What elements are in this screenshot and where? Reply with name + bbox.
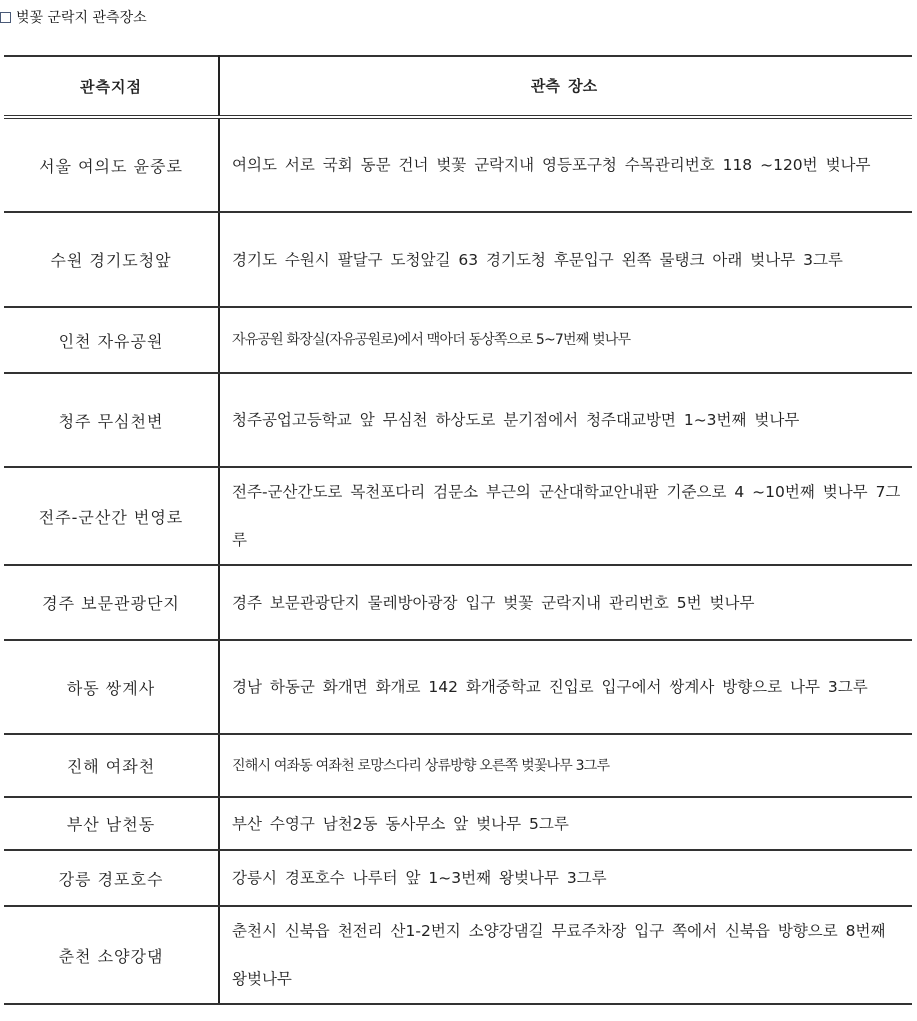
observation-point-cell: 진해 여좌천	[4, 734, 219, 797]
observation-point-cell: 강릉 경포호수	[4, 850, 219, 906]
observation-location-cell: 춘천시 신북읍 천전리 산1-2번지 소양강댐길 무료주차장 입구 쪽에서 신북읍 방향으로 8번째 왕벚나무	[219, 906, 912, 1004]
document-title-text: 벚꽃 군락지 관측장소	[16, 10, 147, 26]
observation-point-cell: 서울 여의도 윤중로	[4, 117, 219, 212]
empty-square-icon	[0, 12, 11, 23]
table-row	[4, 906, 912, 1004]
header-observation-point: 관측지점	[4, 56, 219, 117]
observation-location-cell: 강릉시 경포호수 나루터 앞 1~3번째 왕벚나무 3그루	[219, 850, 912, 906]
table-row	[4, 850, 912, 906]
table-row	[4, 307, 912, 373]
table-row	[4, 565, 912, 640]
table-row	[4, 797, 912, 850]
document-title	[0, 7, 147, 27]
table-header-row	[4, 56, 912, 117]
observation-point-cell: 하동 쌍계사	[4, 640, 219, 734]
observation-location-cell: 청주공업고등학교 앞 무심천 하상도로 분기점에서 청주대교방면 1~3번째 벚나무	[219, 373, 912, 467]
observation-point-cell: 경주 보문관광단지	[4, 565, 219, 640]
observation-location-cell: 부산 수영구 남천2동 동사무소 앞 벚나무 5그루	[219, 797, 912, 850]
observation-point-cell: 청주 무심천변	[4, 373, 219, 467]
observation-point-cell: 수원 경기도청앞	[4, 212, 219, 307]
observation-location-cell: 진해시 여좌동 여좌천 로망스다리 상류방향 오른쪽 벚꽃나무 3그루	[219, 734, 912, 797]
table-row	[4, 640, 912, 734]
observation-location-cell: 여의도 서로 국회 동문 건너 벚꽃 군락지내 영등포구청 수목관리번호 118 ~120번 벚나무	[219, 117, 912, 212]
table-row	[4, 212, 912, 307]
observation-point-cell: 전주-군산간 번영로	[4, 467, 219, 565]
table-row	[4, 467, 912, 565]
observation-location-cell: 경주 보문관광단지 물레방아광장 입구 벚꽃 군락지내 관리번호 5번 벚나무	[219, 565, 912, 640]
table-row	[4, 373, 912, 467]
observation-point-cell: 인천 자유공원	[4, 307, 219, 373]
observation-sites-table	[4, 55, 912, 1005]
observation-point-cell: 춘천 소양강댐	[4, 906, 219, 1004]
table-row	[4, 117, 912, 212]
observation-point-cell: 부산 남천동	[4, 797, 219, 850]
observation-location-cell: 경기도 수원시 팔달구 도청앞길 63 경기도청 후문입구 왼쪽 물탱크 아래 벚나무 3그루	[219, 212, 912, 307]
observation-location-cell: 경남 하동군 화개면 화개로 142 화개중학교 진입로 입구에서 쌍계사 방향으로 나무 3그루	[219, 640, 912, 734]
table-row	[4, 734, 912, 797]
observation-location-cell: 전주-군산간도로 목천포다리 검문소 부근의 군산대학교안내판 기준으로 4 ~10번째 벚나무 7그루	[219, 467, 912, 565]
header-observation-location: 관측 장소	[219, 56, 912, 117]
observation-location-cell: 자유공원 화장실(자유공원로)에서 맥아더 동상쪽으로 5~7번째 벚나무	[219, 307, 912, 373]
